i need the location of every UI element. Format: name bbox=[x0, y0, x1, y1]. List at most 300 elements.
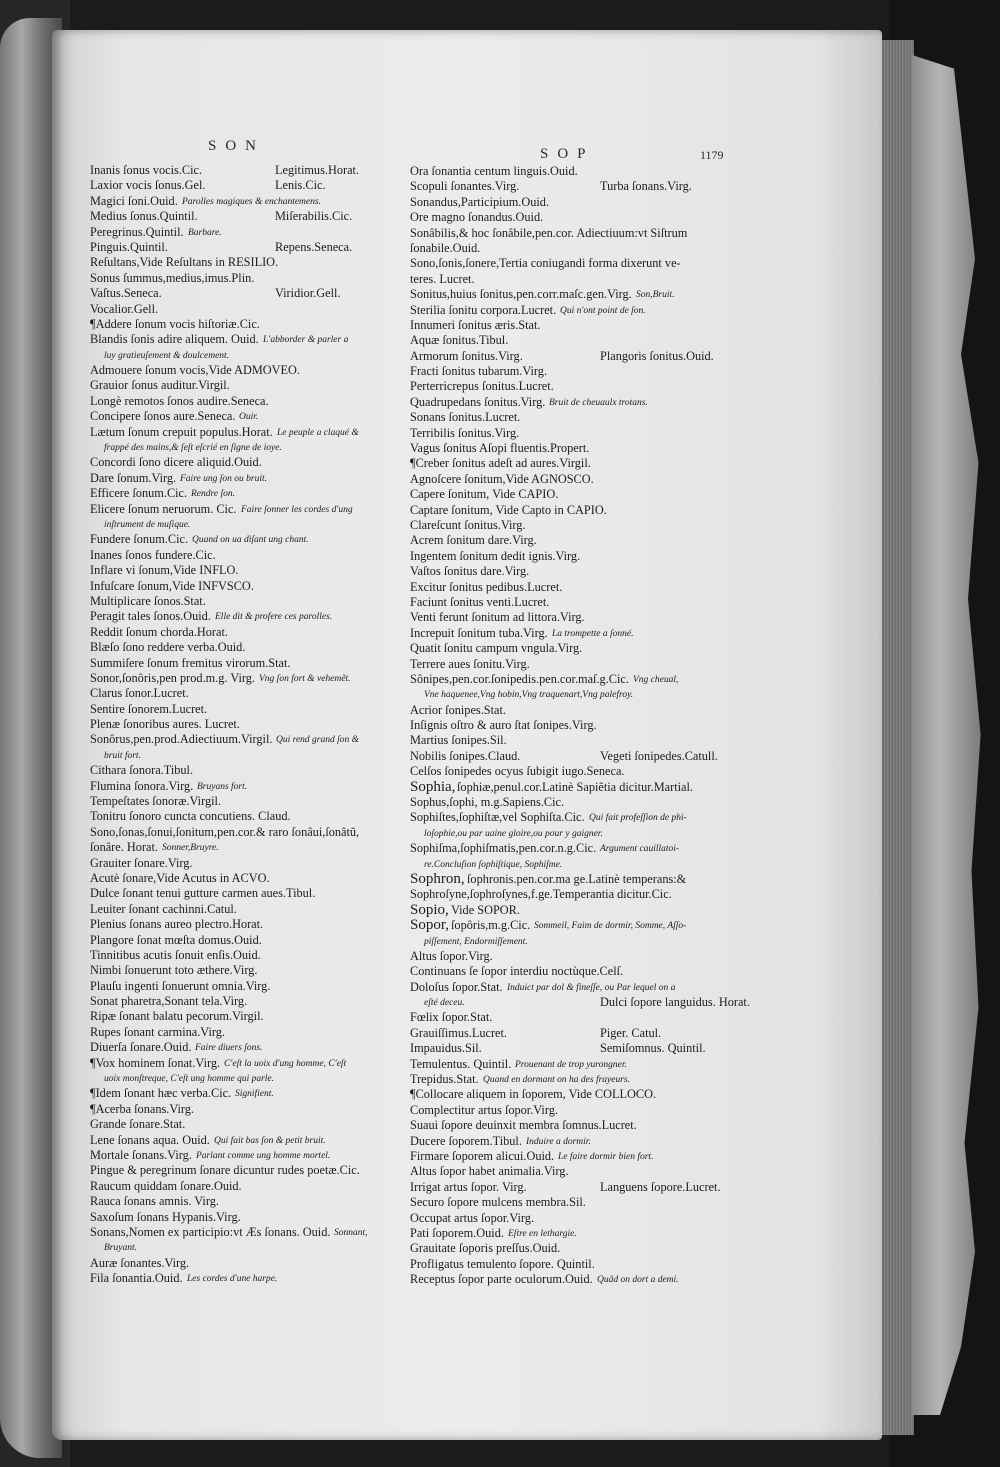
entry-text: Ora ſonantia centum linguis.Ouid. bbox=[410, 164, 578, 178]
french-gloss: frappé des mains,& ſeſt eſcrié en ſigne de ioye. bbox=[104, 443, 282, 454]
french-gloss: Induire a dormir. bbox=[526, 1136, 591, 1147]
dictionary-line bbox=[90, 409, 410, 424]
french-gloss: Faire diuers ſons. bbox=[195, 1043, 263, 1054]
headword: Sopio, bbox=[410, 901, 449, 918]
entry-text: ¶Acerba ſonans.Virg. bbox=[90, 1101, 194, 1116]
french-gloss: bruit fort. bbox=[104, 750, 141, 761]
dictionary-line bbox=[90, 1102, 410, 1117]
dictionary-line bbox=[410, 503, 750, 518]
entry-text: Pingue & peregrinum ſonare dicuntur rudes poetæ.Cic. bbox=[90, 1163, 360, 1178]
entry-text: Innumeri ſonitus æris.Stat. bbox=[410, 317, 541, 332]
dictionary-line bbox=[410, 872, 750, 887]
dictionary-line bbox=[410, 857, 750, 872]
dictionary-line bbox=[90, 1256, 410, 1271]
entry-text: ſonabile.Ouid. bbox=[410, 240, 481, 255]
dictionary-line bbox=[410, 272, 750, 287]
dictionary-line bbox=[410, 749, 750, 764]
entry-text: ſonâre. Horat. bbox=[90, 840, 158, 855]
dictionary-line bbox=[90, 686, 410, 701]
page-block-edges bbox=[878, 40, 914, 1435]
dictionary-line bbox=[410, 1041, 750, 1056]
dictionary-line bbox=[410, 256, 750, 271]
dictionary-line bbox=[410, 333, 750, 348]
french-gloss: Argument cauillatoi- bbox=[600, 844, 680, 855]
dictionary-line bbox=[410, 826, 750, 841]
dictionary-line bbox=[90, 1194, 410, 1209]
dictionary-line bbox=[90, 209, 410, 224]
dictionary-line bbox=[410, 810, 750, 825]
dictionary-line bbox=[90, 440, 410, 455]
french-gloss: Faire ſonner les cordes d'ung bbox=[241, 504, 353, 515]
french-gloss: Barbare. bbox=[188, 227, 222, 238]
dictionary-line bbox=[90, 1009, 410, 1024]
entry-text: Tonitru ſonoro cuncta concutiens. Claud. bbox=[90, 809, 291, 824]
entry-text: Sono,ſonis,ſonere,Tertia coniugandi forma dixerunt ve- bbox=[410, 256, 681, 271]
entry-text: Longè remotos ſonos audire.Seneca. bbox=[90, 393, 269, 408]
entry-text: Sterilia ſonitu corpora.Lucret. bbox=[410, 302, 557, 317]
dictionary-line bbox=[410, 379, 750, 394]
dictionary-line bbox=[90, 378, 410, 393]
entry-text: Impauidus.Sil. bbox=[410, 1041, 482, 1056]
entry-text: Excitur ſonitus pedibus.Lucret. bbox=[410, 579, 563, 594]
dictionary-line bbox=[90, 486, 410, 501]
dictionary-line bbox=[410, 1180, 750, 1195]
french-gloss: Ouir. bbox=[239, 412, 259, 423]
dictionary-line bbox=[410, 580, 750, 595]
entry-text: Vocalior.Gell. bbox=[90, 301, 159, 316]
entry-text: Concordi ſono dicere aliquid.Ouid. bbox=[90, 455, 262, 470]
entry-text: ſophiæ,penul.cor.Latinè Sapiẽtia dicitur.Martial. bbox=[457, 779, 693, 794]
french-gloss: uoix monſtreque, C'eſt ung homme qui parle. bbox=[104, 1074, 275, 1085]
dictionary-line bbox=[410, 549, 750, 564]
entry-text: Vaſtos ſonitus dare.Virg. bbox=[410, 564, 530, 579]
entry-text: Fœlix ſopor.Stat. bbox=[410, 1010, 493, 1025]
entry-text: Suaui ſopore deuinxit membra ſomnus.Lucret. bbox=[410, 1118, 637, 1133]
dictionary-line bbox=[410, 518, 750, 533]
french-gloss: Qui fait profeſſion de phi- bbox=[589, 813, 687, 824]
entry-text: Dare ſonum.Virg. bbox=[90, 470, 177, 485]
dictionary-line bbox=[410, 564, 750, 579]
dictionary-line bbox=[90, 717, 410, 732]
entry-text: Sentire ſonorem.Lucret. bbox=[90, 701, 208, 716]
entry-text: Grauitate ſoporis preſſus.Ouid. bbox=[410, 1241, 561, 1256]
entry-text: Complectitur artus ſopor.Virg. bbox=[410, 1102, 558, 1117]
entry-text: Ripæ ſonant balatu pecorum.Virgil. bbox=[90, 1009, 264, 1024]
dictionary-line bbox=[410, 1103, 750, 1118]
entry-text: Sonandus,Participium.Ouid. bbox=[410, 194, 550, 209]
dictionary-line bbox=[90, 317, 410, 332]
dictionary-line bbox=[90, 271, 410, 286]
headword: Sophia, bbox=[410, 778, 456, 795]
entry-text: Sonâbilis,& hoc ſonâbile,pen.cor. Adiectiuum:vt Siſtrum bbox=[410, 225, 688, 240]
dictionary-line bbox=[90, 917, 410, 932]
entry-text: Saxoſum ſonans Hypanis.Virg. bbox=[90, 1209, 241, 1224]
dictionary-line bbox=[90, 517, 410, 532]
french-gloss: Les cordes d'une harpe. bbox=[187, 1274, 278, 1285]
dictionary-line bbox=[90, 994, 410, 1009]
french-gloss: Sonner,Bruyre. bbox=[162, 843, 219, 854]
entry-text: Ingentem ſonitum dedit ignis.Virg. bbox=[410, 548, 581, 563]
entry-text: Acutè ſonare,Vide Acutus in ACVO. bbox=[90, 870, 270, 885]
dictionary-line bbox=[410, 1272, 750, 1287]
entry-text: Multiplicare ſonos.Stat. bbox=[90, 593, 206, 608]
entry-text: Plenæ ſonoribus aures. Lucret. bbox=[90, 717, 240, 732]
entry-text: Leuiter ſonant cachinni.Catul. bbox=[90, 901, 237, 916]
entry-text: Laxior vocis ſonus.Gel. bbox=[90, 178, 206, 193]
entry-text: Celſos ſonipedes ocyus ſubigit iugo.Seneca. bbox=[410, 764, 625, 779]
dictionary-line bbox=[410, 472, 750, 487]
entry-text: ¶Idem ſonant hæc verba.Cic. bbox=[90, 1086, 232, 1101]
entry-text: Capere ſonitum, Vide CAPIO. bbox=[410, 487, 559, 502]
entry-text: Mortale ſonans.Virg. bbox=[90, 1148, 192, 1162]
entry-text: Pati ſoporem.Ouid. bbox=[410, 1225, 504, 1240]
entry-text: Inſignis oſtro & auro ſtat ſonipes.Virg. bbox=[410, 718, 597, 733]
dictionary-line bbox=[410, 1118, 750, 1133]
entry-text: Receptus ſopor parte oculorum.Ouid. bbox=[410, 1272, 593, 1287]
dictionary-line bbox=[90, 871, 410, 886]
left-column bbox=[90, 163, 410, 1287]
entry-text: Peragit tales ſonos.Ouid. bbox=[90, 609, 211, 624]
dictionary-line bbox=[90, 563, 410, 578]
dictionary-line bbox=[90, 1240, 410, 1255]
dictionary-line bbox=[90, 579, 410, 594]
entry-text-secondary: Plangoris ſonitus.Ouid. bbox=[600, 348, 714, 363]
dictionary-line bbox=[410, 610, 750, 625]
dictionary-line bbox=[410, 395, 750, 410]
dictionary-line bbox=[410, 364, 750, 379]
dictionary-line bbox=[410, 657, 750, 672]
entry-text: Securo ſopore mulcens membra.Sil. bbox=[410, 1195, 586, 1210]
dictionary-line bbox=[90, 1117, 410, 1132]
entry-text: Sophiſma,ſophiſmatis,pen.cor.n.g.Cic. bbox=[410, 841, 597, 856]
entry-text-secondary: Miſerabilis.Cic. bbox=[275, 209, 353, 224]
dictionary-line bbox=[90, 502, 410, 517]
entry-text: Clarus ſonor.Lucret. bbox=[90, 686, 189, 701]
entry-text: Nobilis ſonipes.Claud. bbox=[410, 748, 521, 763]
running-head-right: SOP bbox=[540, 146, 595, 162]
entry-text: Magici ſoni.Ouid. bbox=[90, 193, 178, 208]
french-gloss: Qui rend grand ſon & bbox=[276, 735, 360, 746]
dictionary-line bbox=[410, 179, 750, 194]
entry-text: Doloſus ſopor.Stat. bbox=[410, 979, 503, 994]
dictionary-line bbox=[410, 410, 750, 425]
entry-text: Sonat pharetra,Sonant tela.Virg. bbox=[90, 994, 248, 1009]
entry-text: Firmare ſoporem alicui.Ouid. bbox=[410, 1149, 555, 1163]
french-gloss: Bruit de cheuaulx trotans. bbox=[549, 397, 648, 408]
dictionary-line bbox=[90, 471, 410, 486]
entry-text-secondary: Vegeti ſonipedes.Catull. bbox=[600, 748, 718, 763]
entry-text: ¶Creber ſonitus adeſt ad aures.Virgil. bbox=[410, 456, 591, 471]
french-gloss: Induict par dol & fineſſe, ou Par lequel on a bbox=[507, 982, 676, 993]
entry-text: Occupat artus ſopor.Virg. bbox=[410, 1210, 535, 1225]
entry-text: Grauior ſonus auditur.Virgil. bbox=[90, 378, 230, 393]
entry-text-secondary: Turba ſonans.Virg. bbox=[600, 179, 692, 194]
french-gloss: Vne haquenee,Vng hobin,Vng traquenart,Vng palefroy. bbox=[424, 690, 634, 701]
dictionary-line bbox=[410, 1134, 750, 1149]
dictionary-line bbox=[90, 763, 410, 778]
dictionary-line bbox=[410, 595, 750, 610]
dictionary-line bbox=[410, 1241, 750, 1256]
dictionary-line bbox=[410, 1257, 750, 1272]
entry-text-secondary: Languens ſopore.Lucret. bbox=[600, 1179, 721, 1194]
french-gloss: Quand on ua diſant ung chant. bbox=[192, 535, 309, 546]
dictionary-line bbox=[410, 226, 750, 241]
dictionary-line bbox=[410, 349, 750, 364]
dictionary-line bbox=[90, 748, 410, 763]
dictionary-line bbox=[410, 533, 750, 548]
dictionary-line bbox=[410, 780, 750, 795]
entry-text: Flumina ſonora.Virg. bbox=[90, 778, 194, 793]
dictionary-line bbox=[410, 949, 750, 964]
dictionary-line bbox=[410, 795, 750, 810]
french-gloss: Prouenant de trop yurongner. bbox=[515, 1059, 627, 1070]
entry-text: Acrior ſonipes.Stat. bbox=[410, 702, 506, 717]
entry-text-secondary: Repens.Seneca. bbox=[275, 239, 353, 254]
entry-text: Temulentus. Quintil. bbox=[410, 1056, 512, 1071]
french-gloss: Qui fait bas ſon & petit bruit. bbox=[214, 1135, 326, 1146]
dictionary-line bbox=[90, 1071, 410, 1086]
french-gloss: Le faire dormir bien fort. bbox=[558, 1152, 654, 1162]
dictionary-line bbox=[410, 1057, 750, 1072]
dictionary-line bbox=[90, 856, 410, 871]
entry-text: Sonans ſonitus.Lucret. bbox=[410, 410, 521, 425]
entry-text: Fracti ſonitus tubarum.Virg. bbox=[410, 364, 548, 379]
entry-text: Clareſcunt ſonitus.Virg. bbox=[410, 517, 526, 532]
french-gloss: La trompette a ſonné. bbox=[552, 628, 634, 639]
entry-text: Sonor,ſonôris,pen prod.m.g. Virg. bbox=[90, 670, 256, 685]
entry-text: Pinguis.Quintil. bbox=[90, 239, 168, 254]
entry-text: Grande ſonare.Stat. bbox=[90, 1117, 186, 1132]
dictionary-line bbox=[410, 303, 750, 318]
entry-text: Ducere ſoporem.Tibul. bbox=[410, 1133, 522, 1148]
entry-text: Vide SOPOR. bbox=[451, 902, 520, 917]
entry-text: Perterricrepus ſonitus.Lucret. bbox=[410, 379, 554, 394]
entry-text: ſopôris,m.g.Cic. bbox=[451, 918, 531, 933]
entry-text: Plauſu ingenti ſonuerunt omnia.Virg. bbox=[90, 978, 271, 993]
entry-text: Admouere ſonum vocis,Vide ADMOVEO. bbox=[90, 363, 300, 378]
dictionary-line bbox=[410, 195, 750, 210]
french-gloss: Sommeil, Faim de dormir, Somme, Aſſo- bbox=[534, 921, 687, 932]
entry-text: teres. Lucret. bbox=[410, 271, 475, 286]
french-gloss: inſtrument de muſique. bbox=[104, 519, 191, 530]
dictionary-line bbox=[90, 286, 410, 301]
entry-text-secondary: Viridior.Gell. bbox=[275, 286, 341, 301]
entry-text: Dulce ſonant tenui gutture carmen aues.Tibul. bbox=[90, 886, 316, 901]
entry-text: Raucum quiddam ſonare.Ouid. bbox=[90, 1178, 242, 1193]
dictionary-line bbox=[410, 1149, 750, 1164]
french-gloss: piſſement, Endormiſſement. bbox=[424, 936, 528, 947]
french-gloss: Faire ung ſon ou bruit. bbox=[180, 473, 267, 484]
entry-text: Reddit ſonum chorda.Horat. bbox=[90, 624, 228, 639]
dictionary-line bbox=[90, 1040, 410, 1055]
entry-text-secondary: Semiſomnus. Quintil. bbox=[600, 1041, 706, 1056]
dictionary-line bbox=[90, 840, 410, 855]
dictionary-line bbox=[410, 1226, 750, 1241]
entry-text: Fila ſonantia.Ouid. bbox=[90, 1271, 183, 1286]
entry-text: Rupes ſonant carmina.Virg. bbox=[90, 1024, 225, 1039]
entry-text: Irrigat artus ſopor. Virg. bbox=[410, 1179, 527, 1194]
dictionary-line bbox=[410, 241, 750, 256]
dictionary-line bbox=[410, 1211, 750, 1226]
entry-text: Infuſcare ſonum,Vide INFVSCO. bbox=[90, 578, 254, 593]
dictionary-line bbox=[90, 255, 410, 270]
entry-text: Efficere ſonum.Cic. bbox=[90, 486, 188, 501]
entry-text: Inflare vi ſonum,Vide INFLO. bbox=[90, 563, 239, 578]
dictionary-line bbox=[410, 903, 750, 918]
entry-text: Quadrupedans ſonitus.Virg. bbox=[410, 394, 546, 409]
dictionary-line bbox=[410, 456, 750, 471]
entry-text: Terrere aues ſonitu.Virg. bbox=[410, 656, 530, 671]
entry-text: ſophronis.pen.cor.ma ge.Latinè temperans:& bbox=[467, 871, 687, 886]
dictionary-line bbox=[410, 934, 750, 949]
dictionary-line bbox=[90, 1210, 410, 1225]
french-gloss: Vng cheual, bbox=[633, 674, 679, 685]
dictionary-line bbox=[90, 625, 410, 640]
entry-text: Plenius ſonans aureo plectro.Horat. bbox=[90, 917, 264, 932]
entry-text: Plangore ſonat mœſta domus.Ouid. bbox=[90, 932, 262, 947]
dictionary-line bbox=[410, 672, 750, 687]
french-gloss: Quãd on dort a demi. bbox=[597, 1275, 679, 1286]
dictionary-line bbox=[90, 225, 410, 240]
right-column bbox=[410, 164, 750, 1288]
dictionary-line bbox=[90, 1133, 410, 1148]
french-gloss: Quand en dormant on ha des frayeurs. bbox=[483, 1075, 630, 1086]
entry-text: Sonitus,huius ſonitus,pen.corr.maſc.gen.Virg. bbox=[410, 287, 632, 302]
entry-text: Inanis ſonus vocis.Cic. bbox=[90, 163, 203, 177]
dictionary-line bbox=[410, 887, 750, 902]
entry-text: Grauiter ſonare.Virg. bbox=[90, 855, 193, 870]
dictionary-line bbox=[410, 164, 750, 179]
french-gloss: Eſtre en lethargie. bbox=[508, 1228, 577, 1239]
entry-text: ¶Addere ſonum vocis hiſtoriæ.Cic. bbox=[90, 316, 260, 331]
entry-text: Medius ſonus.Quintil. bbox=[90, 209, 198, 224]
french-gloss: Parolles magiques & enchantemens. bbox=[182, 196, 321, 207]
dictionary-line bbox=[90, 656, 410, 671]
entry-text: Sônipes,pen.cor.ſonipedis.pen.cor.maſ.g.Cic. bbox=[410, 671, 629, 686]
entry-text: Altus ſopor.Virg. bbox=[410, 948, 493, 963]
dictionary-line bbox=[90, 886, 410, 901]
entry-text: Blæſo ſono reddere verba.Ouid. bbox=[90, 640, 246, 655]
entry-text: Faciunt ſonitus venti.Lucret. bbox=[410, 594, 550, 609]
entry-text: Elicere ſonum neruorum. Cic. bbox=[90, 501, 237, 516]
dictionary-line bbox=[410, 764, 750, 779]
dictionary-line bbox=[90, 825, 410, 840]
dictionary-line bbox=[90, 963, 410, 978]
dictionary-line bbox=[90, 594, 410, 609]
dictionary-line bbox=[410, 918, 750, 933]
dictionary-line bbox=[90, 671, 410, 686]
entry-text: Profligatus temulento ſopore. Quintil. bbox=[410, 1256, 595, 1271]
entry-text: ¶Collocare aliquem in ſoporem, Vide COLLOCO. bbox=[410, 1087, 657, 1102]
entry-text: Nimbi ſonuerunt toto æthere.Virg. bbox=[90, 963, 258, 978]
dictionary-line bbox=[90, 163, 410, 178]
entry-text: Continuans ſe ſopor interdiu noctùque.Celſ. bbox=[410, 964, 624, 979]
entry-text: Terribilis ſonitus.Virg. bbox=[410, 425, 520, 440]
entry-text: Vaſtus.Seneca. bbox=[90, 286, 162, 301]
entry-text: Agnoſcere ſonitum,Vide AGNOSCO. bbox=[410, 471, 594, 486]
entry-text: Vagus ſonitus Aſopi fluentis.Propert. bbox=[410, 441, 590, 456]
entry-text: Lene ſonans aqua. Ouid. bbox=[90, 1132, 210, 1147]
dictionary-line bbox=[410, 1195, 750, 1210]
entry-text: Venti ferunt ſonitum ad littora.Virg. bbox=[410, 610, 585, 625]
entry-text: Ore magno ſonandus.Ouid. bbox=[410, 210, 544, 225]
entry-text: Inanes ſonos fundere.Cic. bbox=[90, 547, 216, 562]
dictionary-line bbox=[90, 609, 410, 624]
french-gloss: Son,Bruit. bbox=[636, 290, 675, 301]
entry-text-secondary: Piger. Catul. bbox=[600, 1025, 662, 1040]
entry-text-secondary: Dulci ſopore languidus. Horat. bbox=[600, 995, 750, 1010]
dictionary-line bbox=[90, 779, 410, 794]
dictionary-line bbox=[410, 287, 750, 302]
french-gloss: luy gratieuſement & doulcement. bbox=[104, 350, 230, 361]
dictionary-line bbox=[90, 1148, 410, 1163]
entry-text: Captare ſonitum, Vide Capto in CAPIO. bbox=[410, 502, 607, 517]
dictionary-line bbox=[90, 455, 410, 470]
dictionary-line bbox=[90, 902, 410, 917]
entry-text: Rauca ſonans amnis. Virg. bbox=[90, 1194, 219, 1209]
entry-text: Altus ſopor habet animalia.Virg. bbox=[410, 1164, 569, 1179]
dictionary-line bbox=[410, 210, 750, 225]
dictionary-line bbox=[410, 426, 750, 441]
french-gloss: Sonnant, bbox=[334, 1227, 368, 1238]
entry-text: Scopuli ſonantes.Virg. bbox=[410, 179, 520, 194]
dictionary-line bbox=[90, 532, 410, 547]
entry-text: Auræ ſonantes.Virg. bbox=[90, 1255, 190, 1270]
dictionary-line bbox=[90, 363, 410, 378]
dictionary-line bbox=[410, 487, 750, 502]
entry-text-secondary: Lenis.Cic. bbox=[275, 178, 326, 193]
dictionary-line bbox=[410, 641, 750, 656]
dictionary-line bbox=[90, 425, 410, 440]
dictionary-line bbox=[90, 1086, 410, 1101]
dictionary-line bbox=[90, 702, 410, 717]
entry-text: Tempeſtates ſonoræ.Virgil. bbox=[90, 794, 222, 809]
dictionary-line bbox=[90, 332, 410, 347]
dictionary-line bbox=[410, 318, 750, 333]
entry-text: Cithara ſonora.Tibul. bbox=[90, 763, 194, 778]
french-gloss: Signifient. bbox=[235, 1089, 274, 1100]
dictionary-line bbox=[90, 640, 410, 655]
dictionary-line bbox=[90, 348, 410, 363]
dictionary-line bbox=[90, 1179, 410, 1194]
entry-text: Summiſere ſonum fremitus virorum.Stat. bbox=[90, 655, 291, 670]
french-gloss: Qui n'ont point de ſon. bbox=[560, 305, 646, 316]
dictionary-line bbox=[410, 1010, 750, 1025]
dictionary-line bbox=[90, 240, 410, 255]
dictionary-line bbox=[410, 733, 750, 748]
entry-text: Tinnitibus acutis ſonuit enſis.Ouid. bbox=[90, 947, 261, 962]
french-gloss: Bruyant. bbox=[104, 1243, 137, 1254]
dictionary-line bbox=[90, 1025, 410, 1040]
entry-text: Quatit ſonitu campum vngula.Virg. bbox=[410, 641, 583, 656]
entry-text: Sophiſtes,ſophiſtæ,vel Sophiſta.Cic. bbox=[410, 810, 585, 825]
entry-text: Martius ſonipes.Sil. bbox=[410, 733, 507, 748]
entry-text: Sonôrus,pen.prod.Adiectiuum.Virgil. bbox=[90, 732, 273, 747]
french-gloss: C'eſt la uoix d'ung homme, C'eſt bbox=[224, 1058, 347, 1069]
dictionary-line bbox=[90, 979, 410, 994]
headword: Sophron, bbox=[410, 870, 465, 887]
entry-text: Aquæ ſonitus.Tibul. bbox=[410, 333, 509, 348]
dictionary-line bbox=[90, 794, 410, 809]
dictionary-line bbox=[410, 441, 750, 456]
entry-text: Grauiſſimus.Lucret. bbox=[410, 1025, 507, 1040]
dictionary-line bbox=[90, 1271, 410, 1286]
french-gloss: loſophie,ou par uaine gloire,ou pour y gaigner. bbox=[424, 828, 603, 839]
dictionary-line bbox=[90, 1163, 410, 1178]
entry-text: Peregrinus.Quintil. bbox=[90, 224, 184, 239]
dictionary-line bbox=[410, 1026, 750, 1041]
entry-text: Sophus,ſophi, m.g.Sapiens.Cic. bbox=[410, 795, 565, 810]
